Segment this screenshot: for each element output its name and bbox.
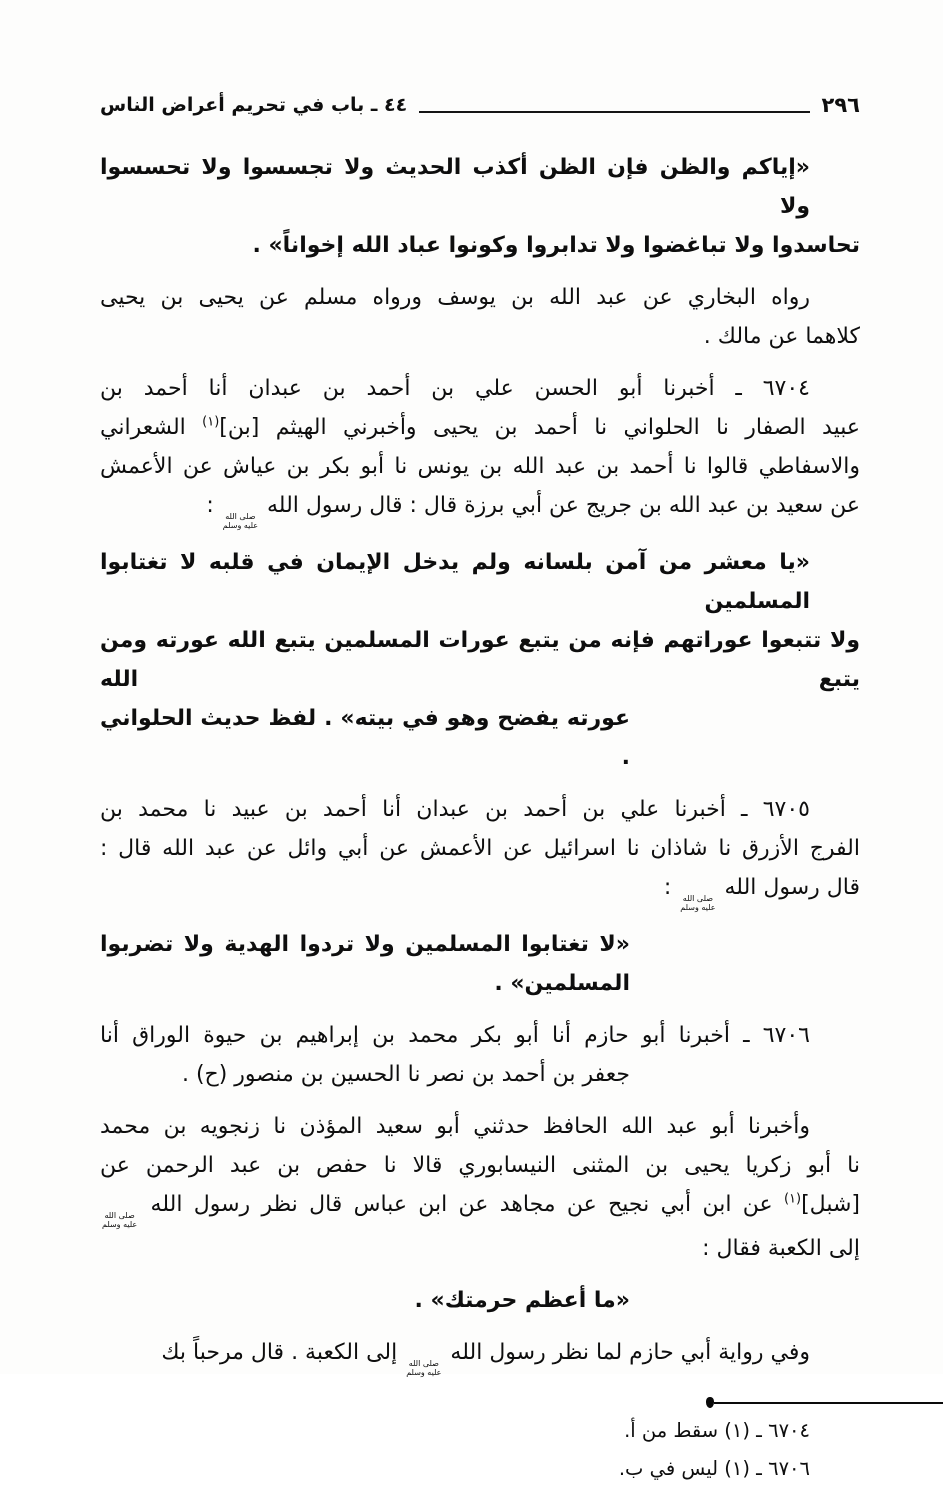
pbuh-seal-icon: صلى الله عليه وسلم <box>102 1211 138 1229</box>
text-line: «لا تغتابوا المسلمين ولا تردوا الهدية ولا تضربوا المسلمين» . <box>100 932 630 996</box>
footnotes <box>100 1412 860 1488</box>
body-text <box>100 148 860 1377</box>
text-line: [شبل]$^{(١)}$ عن ابن أبي نجيح عن مجاهد عن ابن عباس قال نظر رسول الله صلى الله عليه وسلم <box>102 1191 860 1229</box>
text-line: نا أبو زكريا يحيى بن المثنى النيسابوري قالا نا حفص بن عبد الرحمن عن <box>100 1153 860 1178</box>
narration-paragraph <box>100 278 860 356</box>
text-line: وأخبرنا أبو عبد الله الحافظ حدثني أبو سعيد المؤذن نا زنجويه بن محمد <box>100 1114 810 1139</box>
quote-paragraph <box>100 925 860 1003</box>
footnote-ornament-icon <box>706 1397 714 1408</box>
pbuh-seal-icon: صلى الله عليه وسلم <box>680 894 716 912</box>
hadith-paragraph <box>100 790 860 912</box>
text-line: والاسفاطي قالوا نا أحمد بن عبد الله بن يونس نا أبو بكر بن عياش عن الأعمش <box>100 454 860 479</box>
footnote-item: ٦٧٠٤ ـ (١) سقط من أ. <box>624 1419 810 1442</box>
narration-paragraph <box>100 1107 860 1268</box>
text-line: ولا تتبعوا عوراتهم فإنه من يتبع عورات المسلمين يتبع الله عورته ومن يتبع الله <box>100 628 860 692</box>
footnote-separator <box>706 1397 943 1408</box>
text-line: عن سعيد بن عبد الله بن جريج عن أبي برزة قال : قال رسول الله صلى الله عليه وسلم : <box>206 493 860 530</box>
text-line: «يا معشر من آمن بلسانه ولم يدخل الإيمان في قلبه لا تغتابوا المسلمين <box>100 550 810 614</box>
narration-paragraph <box>100 1333 860 1377</box>
footnote-separator-line <box>714 1402 943 1404</box>
quote-paragraph <box>100 1281 860 1320</box>
text-line: الفرج الأزرق نا شاذان نا اسرائيل عن الأعمش عن أبي وائل عن عبد الله قال : <box>100 836 860 861</box>
text-line: جعفر بن أحمد بن نصر نا الحسين بن منصور (ح) . <box>181 1062 630 1087</box>
pbuh-seal-icon: صلى الله عليه وسلم <box>222 512 258 530</box>
header-rule <box>419 111 809 113</box>
footnote-marker: (١) <box>202 414 220 430</box>
text-line: ٦٧٠٦ ـ أخبرنا أبو حازم أنا أبو بكر محمد بن إبراهيم بن حيوة الوراق أنا <box>100 1023 810 1048</box>
text-line: «ما أعظم حرمتك» . <box>414 1288 630 1313</box>
hadith-paragraph <box>100 369 860 530</box>
text-line: «إياكم والظن فإن الظن أكذب الحديث ولا تجسسوا ولا تحسسوا ولا <box>100 155 810 219</box>
quote-paragraph <box>100 543 860 777</box>
footnote-item: ٦٧٠٦ ـ (١) ليس في ب. <box>618 1457 810 1480</box>
text-line: عورته يفضح وهو في بيته» . لفظ حديث الحلواني . <box>100 706 630 770</box>
text-line: قال رسول الله صلى الله عليه وسلم : <box>663 875 860 912</box>
text-line: كلاهما عن مالك . <box>703 324 860 349</box>
footnote-marker: (١) <box>783 1191 802 1207</box>
text-line: تحاسدوا ولا تباغضوا ولا تدابروا وكونوا عباد الله إخواناً» . <box>252 233 860 258</box>
text-line: ٦٧٠٥ ـ أخبرنا علي بن أحمد بن عبدان أنا أحمد بن عبيد نا محمد بن <box>100 797 810 822</box>
hadith-paragraph <box>100 1016 860 1094</box>
text-line: ٦٧٠٤ ـ أخبرنا أبو الحسن علي بن أحمد بن عبدان أنا أحمد بن <box>100 376 810 401</box>
page-header <box>100 90 860 120</box>
text-line: رواه البخاري عن عبد الله بن يوسف ورواه مسلم عن يحيى بن يحيى <box>100 285 810 310</box>
text-line: وفي رواية أبي حازم لما نظر رسول الله صلى الله عليه وسلم إلى الكعبة . قال مرحباً بك <box>161 1340 810 1377</box>
pbuh-seal-icon: صلى الله عليه وسلم <box>406 1359 442 1377</box>
page-number: ٢٩٦ <box>821 93 860 117</box>
chapter-title: ٤٤ ـ باب في تحريم أعراض الناس <box>100 94 408 116</box>
text-line: إلى الكعبة فقال : <box>702 1236 860 1261</box>
text-line: عبيد الصفار نا الحلواني نا أحمد بن يحيى وأخبرني الهيثم [بن]$^{(١)}$ الشعراني <box>100 414 860 440</box>
quote-paragraph <box>100 148 860 265</box>
